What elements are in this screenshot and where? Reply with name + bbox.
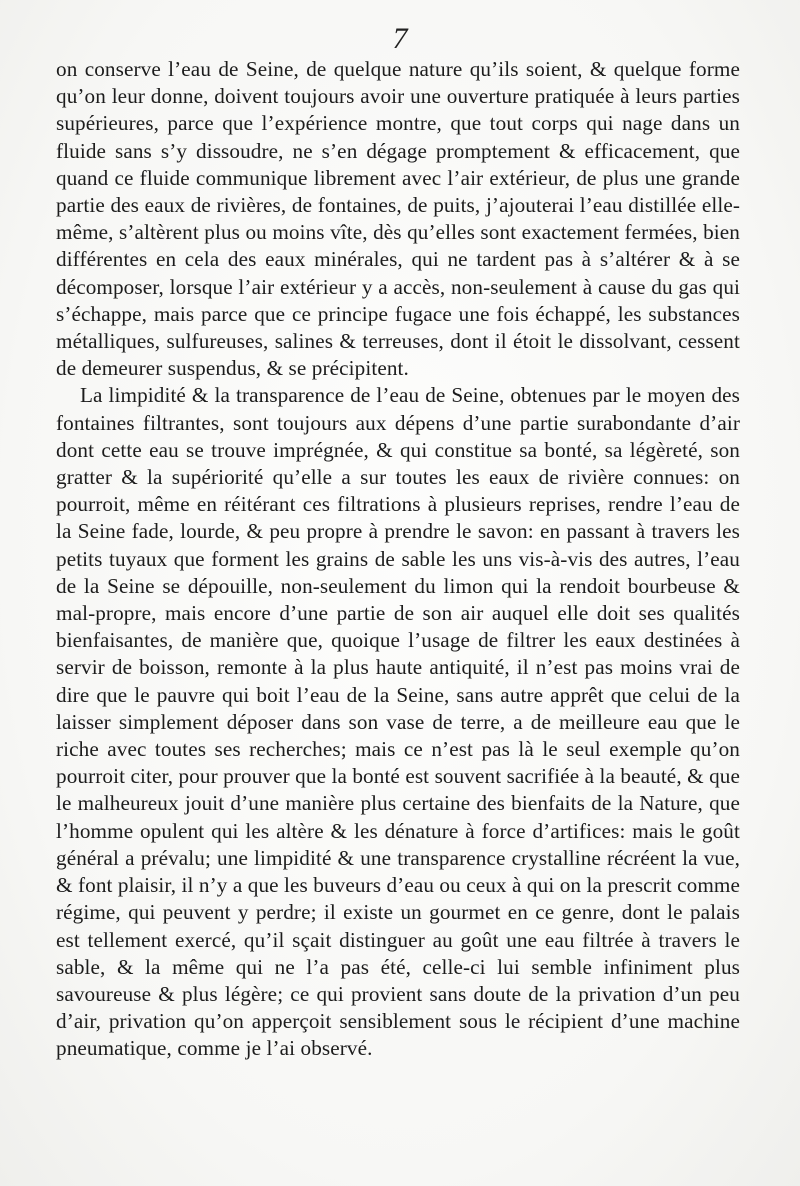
page-number: 7 bbox=[392, 22, 408, 55]
paragraph-1: on conserve l’eau de Seine, de quelque nature qu’ils soient, & quelque forme qu’on leur donne, doivent toujours avoir une ouverture pratiquée à leurs parties supérieures, parce que l’expérience montre, que tout corps qui nage dans un fluide sans s’y dissoudre, ne s’en dégage promptement & efficacement, que quand ce fluide communique librement avec l’air extérieur, de plus une grande partie des eaux de rivières, de fontaines, de puits, j’ajouterai l’eau distillée elle-même, s’altèrent plus ou moins vîte, dès qu’elles sont exactement fermées, bien différentes en cela des eaux minérales, qui ne tardent pas à s’altérer & à se décomposer, lorsque l’air extérieur y a accès, non-seulement à cause du gas qui s’échappe, mais parce que ce principe fugace une fois échappé, les substances métalliques, sulfureuses, salines & terreuses, dont il étoit le dissolvant, cessent de demeurer suspendus, & se précipitent. bbox=[56, 57, 740, 381]
body-text bbox=[56, 56, 740, 1063]
paragraph-2: La limpidité & la transparence de l’eau de Seine, obtenues par le moyen des fontaines filtrantes, sont toujours aux dépens d’une partie surabondante d’air dont cette eau se trouve imprégnée, & qui constitue sa bonté, sa légèreté, son gratter & la supériorité qu’elle a sur toutes les eaux de rivière connues: on pourroit, même en réitérant ces filtrations à plusieurs reprises, rendre l’eau de la Seine fade, lourde, & peu propre à prendre le savon: en passant à travers les petits tuyaux que forment les grains de sable les uns vis-à-vis des autres, l’eau de la Seine se dépouille, non-seulement du limon qui la rendoit bourbeuse & mal-propre, mais encore d’une partie de son air auquel elle doit ses qualités bienfaisantes, de manière que, quoique l’usage de filtrer les eaux destinées à servir de boisson, remonte à la plus haute antiquité, il n’est pas moins vrai de dire que le pauvre qui boit l’eau de la Seine, sans autre apprêt que celui de la laisser simplement déposer dans son vase de terre, a de meilleure eau que le riche avec toutes ses recherches; mais ce n’est pas là le seul exemple qu’on pourroit citer, pour prouver que la bonté est souvent sacrifiée à la beauté, & que le malheureux jouit d’une manière plus certaine des bienfaits de la Nature, que l’homme opulent qui les altère & les dénature à force d’artifices: mais le goût général a prévalu; une limpidité & une transparence crystalline récréent la vue, & font plaisir, il n’y a que les buveurs d’eau ou ceux à qui on la prescrit comme régime, qui peuvent y perdre; il existe un gourmet en ce genre, dont le palais est tellement exercé, qu’il sçait distinguer au goût une eau filtrée à travers le sable, & la même qui ne l’a pas été, celle-ci lui semble infiniment plus savoureuse & plus légère; ce qui provient sans doute de la privation d’un peu d’air, privation qu’on apperçoit sensiblement sous le récipient d’une machine pneumatique, comme je l’ai observé. bbox=[56, 383, 740, 1061]
